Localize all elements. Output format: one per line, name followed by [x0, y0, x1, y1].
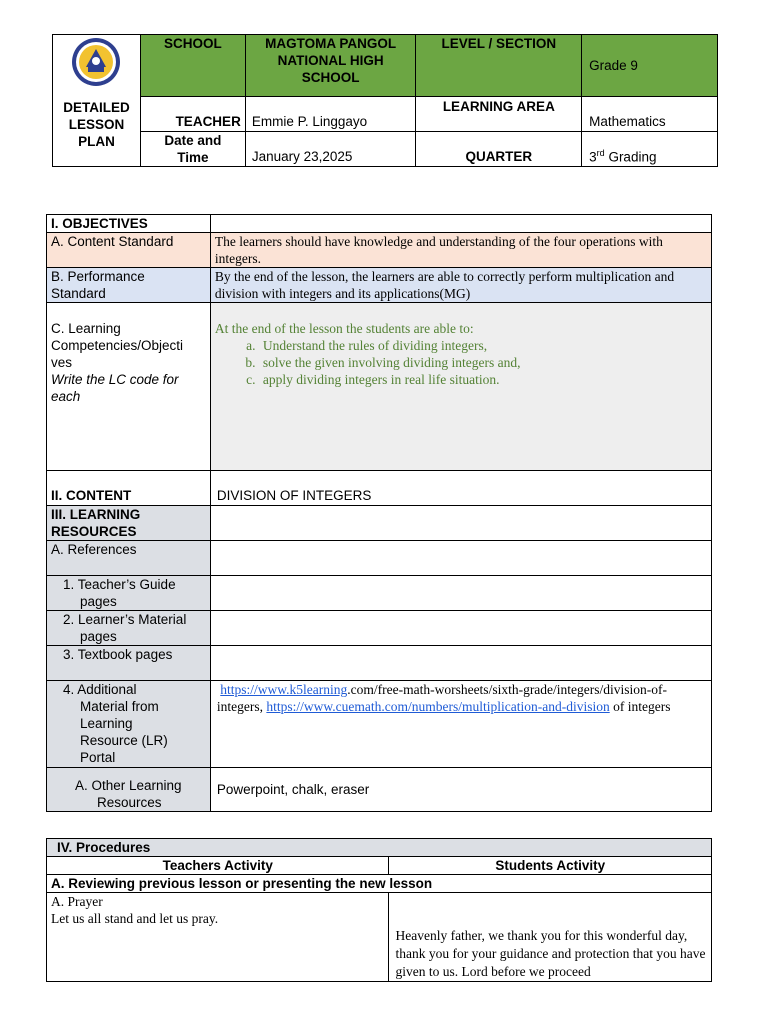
students-activity-header: Students Activity: [389, 857, 712, 875]
content-heading: II. CONTENT: [47, 471, 211, 506]
other-resources-label: A. Other Learning Resources: [47, 768, 211, 812]
school-seal-icon: [68, 37, 124, 87]
area-value: Mathematics: [582, 97, 718, 132]
learners-material-label: 2. Learner’s Material pages: [47, 611, 211, 646]
date-label: Date and Time: [140, 132, 245, 167]
lc-list: [215, 337, 707, 388]
quarter-value: 3rd Grading: [582, 132, 718, 167]
quarter-label: QUARTER: [416, 132, 582, 167]
lc-intro: At the end of the lesson the students are able to:: [214, 321, 474, 336]
area-label: LEARNING AREA: [416, 97, 582, 132]
k5learning-link[interactable]: https://www.k5learning: [220, 682, 348, 697]
textbook-label: 3. Textbook pages: [47, 646, 211, 681]
school-value: MAGTOMA PANGOL NATIONAL HIGH SCHOOL: [245, 35, 416, 97]
learning-competencies-label: C. Learning Competencies/Objecti ves Write the LC code for each: [47, 303, 211, 471]
additional-material-value: https://www.k5learning.com/free-math-worsheets/sixth-grade/integers/division-of-integers, https://www.cuemath.com/numbers/multiplication-and-division of integers: [210, 681, 711, 768]
performance-standard-label: B. Performance Standard: [47, 268, 211, 303]
procedures-table: [46, 838, 712, 982]
teacher-value: Emmie P. Linggayo: [245, 97, 416, 132]
references-label: A. References: [47, 541, 211, 576]
section-a-heading: A. Reviewing previous lesson or presenting the new lesson: [47, 875, 712, 893]
doc-title-1: DETAILED: [63, 100, 130, 115]
prayer-teacher: A. Prayer Let us all stand and let us pray.: [47, 893, 389, 982]
level-value: Grade 9: [582, 35, 718, 97]
lesson-plan-table: [46, 214, 712, 812]
list-item: c. apply dividing integers in real life situation.: [259, 371, 707, 388]
additional-material-label: 4. Additional Material from Learning Resource (LR) Portal: [47, 681, 211, 768]
teacher-label: TEACHER: [140, 97, 245, 132]
list-item: a. Understand the rules of dividing integers,: [259, 337, 707, 354]
objectives-heading: I. OBJECTIVES: [47, 215, 211, 233]
doc-title-3: PLAN: [78, 134, 115, 149]
content-standard-label: A. Content Standard: [47, 233, 211, 268]
other-resources-value: Powerpoint, chalk, eraser: [210, 768, 711, 812]
content-value: DIVISION OF INTEGERS: [210, 471, 711, 506]
doc-title-2: LESSON: [68, 117, 125, 132]
teachers-activity-header: Teachers Activity: [47, 857, 389, 875]
teachers-guide-label: 1. Teacher’s Guide pages: [47, 576, 211, 611]
resources-heading: III. LEARNING RESOURCES: [47, 506, 211, 541]
title-cell: [53, 35, 141, 167]
content-standard-value: The learners should have knowledge and understanding of the four operations with integers.: [210, 233, 711, 268]
list-item: b. solve the given involving dividing integers and,: [259, 354, 707, 371]
learning-competencies-value: [210, 303, 711, 471]
prayer-student: Heavenly father, we thank you for this wonderful day, thank you for your guidance and protection that you have given to us. Lord before we proceed: [389, 893, 712, 982]
school-label: SCHOOL: [140, 35, 245, 97]
level-label: LEVEL / SECTION: [416, 35, 582, 97]
cuemath-link[interactable]: https://www.cuemath.com/numbers/multiplication-and-division: [266, 699, 610, 714]
procedures-heading: IV. Procedures: [47, 839, 712, 857]
performance-standard-value: By the end of the lesson, the learners are able to correctly perform multiplication and division with integers and its applications(MG): [210, 268, 711, 303]
date-value: January 23,2025: [245, 132, 416, 167]
header-table: [52, 34, 718, 167]
